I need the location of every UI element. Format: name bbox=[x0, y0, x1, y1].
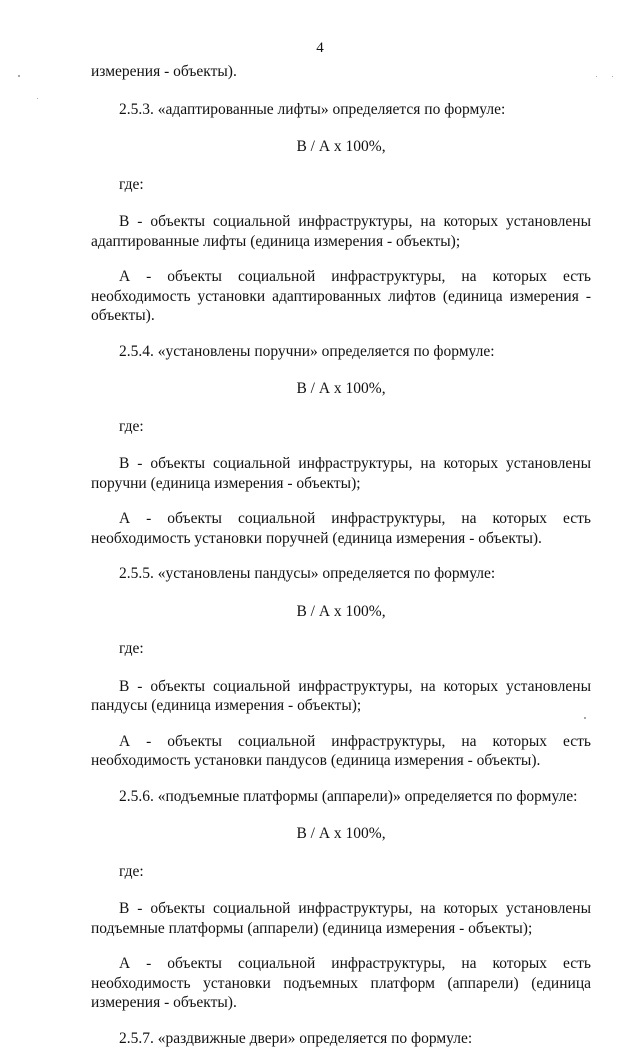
scan-speck bbox=[37, 98, 38, 99]
section-2-5-4-formula: В / А х 100%, bbox=[91, 379, 591, 399]
section-2-5-3-definition-b: В - объекты социальной инфраструктуры, на которых установлены адаптированные лифты (единица измерения - объекты); bbox=[91, 212, 591, 251]
section-2-5-5-heading: 2.5.5. «установлены пандусы» определяется по формуле: bbox=[91, 564, 591, 584]
section-2-5-3-formula: В / А х 100%, bbox=[91, 137, 591, 157]
scan-speck bbox=[596, 76, 597, 77]
section-2-5-4-definition-b: В - объекты социальной инфраструктуры, на которых установлены поручни (единица измерения - объекты); bbox=[91, 454, 591, 493]
section-2-5-5-formula: В / А х 100%, bbox=[91, 602, 591, 622]
document-body bbox=[91, 62, 591, 1048]
section-2-5-3-heading: 2.5.3. «адаптированные лифты» определяется по формуле: bbox=[91, 100, 591, 120]
scan-speck bbox=[612, 76, 613, 77]
section-2-5-5-definition-a: А - объекты социальной инфраструктуры, на которых есть необходимость установки пандусов (единица измерения - объекты). bbox=[91, 732, 591, 771]
section-2-5-6-definition-b: В - объекты социальной инфраструктуры, на которых установлены подъемные платформы (аппарели) (единица измерения - объекты); bbox=[91, 899, 591, 938]
section-2-5-5-where: где: bbox=[91, 639, 591, 659]
section-2-5-4-definition-a: А - объекты социальной инфраструктуры, на которых есть необходимость установки поручней (единица измерения - объекты). bbox=[91, 509, 591, 548]
continuation-line: измерения - объекты). bbox=[91, 62, 591, 82]
section-2-5-6-formula: В / А х 100%, bbox=[91, 824, 591, 844]
section-2-5-4-heading: 2.5.4. «установлены поручни» определяется по формуле: bbox=[91, 342, 591, 362]
section-2-5-5-definition-b: В - объекты социальной инфраструктуры, на которых установлены пандусы (единица измерения - объекты); bbox=[91, 677, 591, 716]
section-2-5-7-heading: 2.5.7. «раздвижные двери» определяется по формуле: bbox=[91, 1029, 591, 1048]
section-2-5-3-definition-a: А - объекты социальной инфраструктуры, на которых есть необходимость установки адаптированных лифтов (единица измерения - объекты). bbox=[91, 267, 591, 326]
section-2-5-6-definition-a: А - объекты социальной инфраструктуры, на которых есть необходимость установки подъемных платформ (аппарели) (единица измерения - объекты). bbox=[91, 954, 591, 1013]
section-2-5-6-heading: 2.5.6. «подъемные платформы (аппарели)» определяется по формуле: bbox=[91, 787, 591, 807]
page-number: 4 bbox=[0, 40, 640, 57]
section-2-5-3-where: где: bbox=[91, 175, 591, 195]
scan-speck bbox=[18, 75, 20, 77]
section-2-5-4-where: где: bbox=[91, 417, 591, 437]
section-2-5-6-where: где: bbox=[91, 862, 591, 882]
scan-speck bbox=[584, 717, 586, 719]
